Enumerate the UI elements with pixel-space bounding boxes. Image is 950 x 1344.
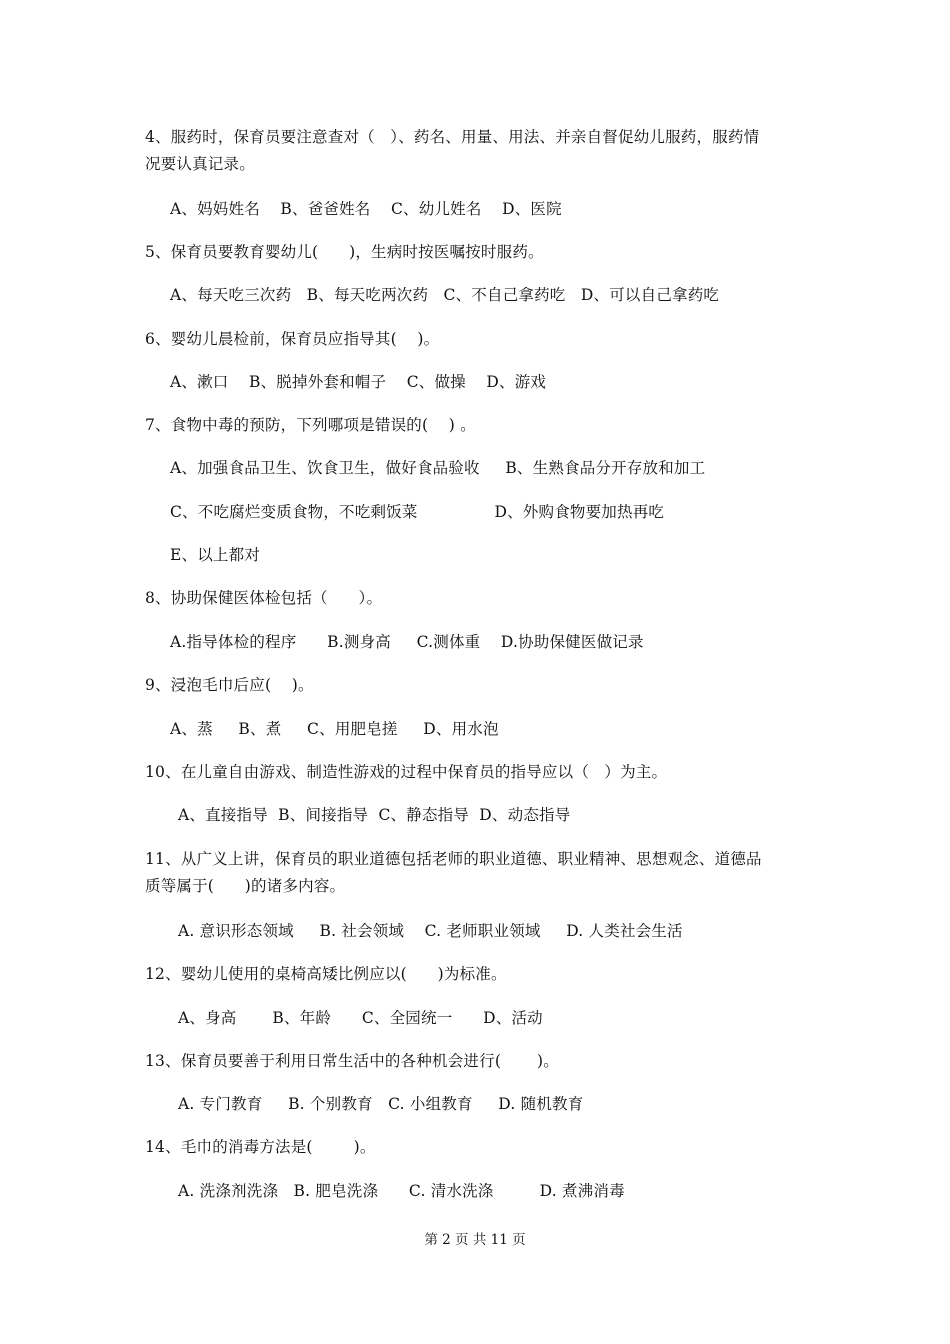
question-8-line-1: 8、协助保健医体检包括（ ）。	[145, 589, 383, 607]
page-number-footer: 第 2 页 共 11 页	[424, 1232, 526, 1248]
question-4-line-1: 4、服药时，保育员要注意查对（ ）、药名、用量、用法、并亲自督促幼儿服药，服药情	[145, 128, 760, 146]
question-4-line-2: 况要认真记录。	[145, 155, 255, 173]
question-12-options: A、身高 B、年龄 C、全园统一 D、活动	[178, 1009, 543, 1027]
question-6-line-1: 6、婴幼儿晨检前，保育员应指导其( )。	[145, 330, 440, 348]
question-10-options: A、直接指导 B、间接指导 C、静态指导 D、动态指导	[178, 806, 571, 824]
question-11-options: A. 意识形态领域 B. 社会领域 C. 老师职业领域 D. 人类社会生活	[178, 922, 683, 940]
question-13-options: A. 专门教育 B. 个别教育 C. 小组教育 D. 随机教育	[178, 1095, 584, 1113]
question-8-options: A.指导体检的程序 B.测身高 C.测体重 D.协助保健医做记录	[170, 633, 644, 651]
question-13-line-1: 13、保育员要善于利用日常生活中的各种机会进行( )。	[145, 1052, 559, 1070]
question-12-line-1: 12、婴幼儿使用的桌椅高矮比例应以( )为标准。	[145, 965, 507, 983]
question-5-options: A、每天吃三次药 B、每天吃两次药 C、不自己拿药吃 D、可以自己拿药吃	[170, 286, 720, 304]
question-7-options-row-2: C、不吃腐烂变质食物，不吃剩饭菜 D、外购食物要加热再吃	[170, 503, 665, 521]
question-5-line-1: 5、保育员要教育婴幼儿( )，生病时按医嘱按时服药。	[145, 243, 544, 261]
question-14-options: A. 洗涤剂洗涤 B. 肥皂洗涤 C. 清水洗涤 D. 煮沸消毒	[178, 1182, 625, 1200]
question-11-line-1: 11、从广义上讲，保育员的职业道德包括老师的职业道德、职业精神、思想观念、道德品	[145, 850, 762, 868]
question-10-line-1: 10、在儿童自由游戏、制造性游戏的过程中保育员的指导应以（ ）为主。	[145, 763, 668, 781]
question-6-options: A、漱口 B、脱掉外套和帽子 C、做操 D、游戏	[170, 373, 547, 391]
question-7-options-row-1: A、加强食品卫生、饮食卫生，做好食品验收 B、生熟食品分开存放和加工	[170, 459, 706, 477]
question-11-line-2: 质等属于( )的诸多内容。	[145, 877, 346, 895]
question-7-line-1: 7、食物中毒的预防，下列哪项是错误的( ) 。	[145, 416, 476, 434]
question-7-options-row-3: E、以上都对	[170, 546, 261, 564]
question-9-options: A、蒸 B、煮 C、用肥皂搓 D、用水泡	[170, 720, 499, 738]
question-9-line-1: 9、浸泡毛巾后应( )。	[145, 676, 314, 694]
question-14-line-1: 14、毛巾的消毒方法是( )。	[145, 1138, 376, 1156]
question-4-options: A、妈妈姓名 B、爸爸姓名 C、幼儿姓名 D、医院	[170, 200, 562, 218]
